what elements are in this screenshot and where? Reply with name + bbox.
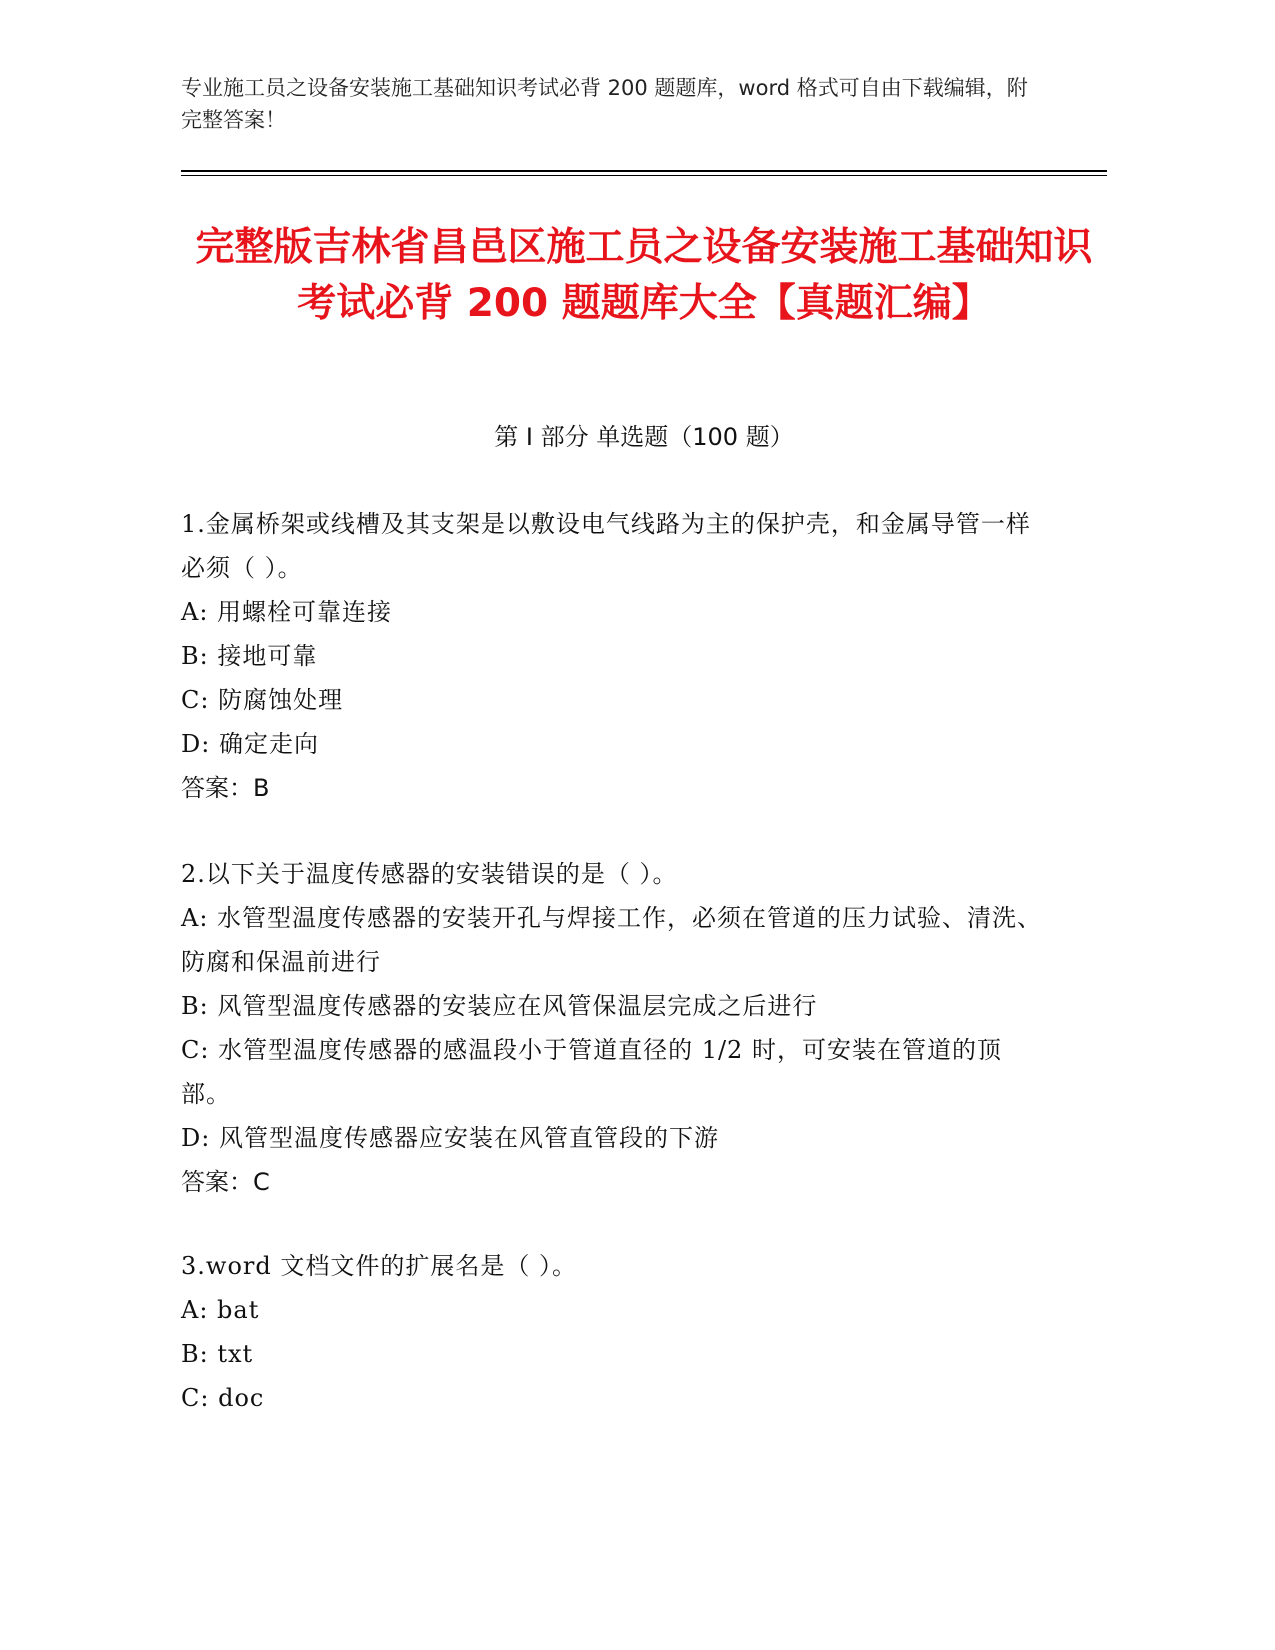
option-a: A: 用螺栓可靠连接 xyxy=(181,598,393,626)
answer: 答案：C xyxy=(181,1168,270,1196)
document-title: 完整版吉林省昌邑区施工员之设备安装施工基础知识考试必背 200 题题库大全【真题汇编】 xyxy=(195,225,1093,326)
question-stem: 1.金属桥架或线槽及其支架是以敷设电气线路为主的保护壳，和金属导管一样必须（ ）。 xyxy=(181,510,1031,582)
answer: 答案：B xyxy=(181,774,270,802)
option-c: C: 水管型温度传感器的感温段小于管道直径的 1/2 时，可安装在管道的顶部。 xyxy=(181,1036,1002,1108)
option-c: C: doc xyxy=(181,1384,265,1412)
header-note: 专业施工员之设备安装施工基础知识考试必背 200 题题库，word 格式可自由下载编辑，附完整答案！ xyxy=(181,76,1028,132)
option-b: B: 风管型温度传感器的安装应在风管保温层完成之后进行 xyxy=(181,992,818,1020)
option-a: A: bat xyxy=(181,1296,260,1324)
option-b: B: txt xyxy=(181,1340,254,1368)
section-heading: 第 I 部分 单选题（100 题） xyxy=(494,423,794,451)
option-c: C: 防腐蚀处理 xyxy=(181,686,344,714)
header-divider-thick xyxy=(181,170,1107,172)
question-1 xyxy=(181,502,1051,810)
question-3 xyxy=(181,1244,1051,1420)
header-divider-thin xyxy=(181,175,1107,176)
option-d: D: 风管型温度传感器应安装在风管直管段的下游 xyxy=(181,1124,719,1152)
question-stem: 3.word 文档文件的扩展名是（ ）。 xyxy=(181,1252,577,1280)
question-2 xyxy=(181,852,1051,1204)
option-d: D: 确定走向 xyxy=(181,730,319,758)
option-b: B: 接地可靠 xyxy=(181,642,318,670)
question-stem: 2.以下关于温度传感器的安装错误的是（ ）。 xyxy=(181,860,678,888)
option-a: A: 水管型温度传感器的安装开孔与焊接工作，必须在管道的压力试验、清洗、防腐和保温前进行 xyxy=(181,904,1043,976)
